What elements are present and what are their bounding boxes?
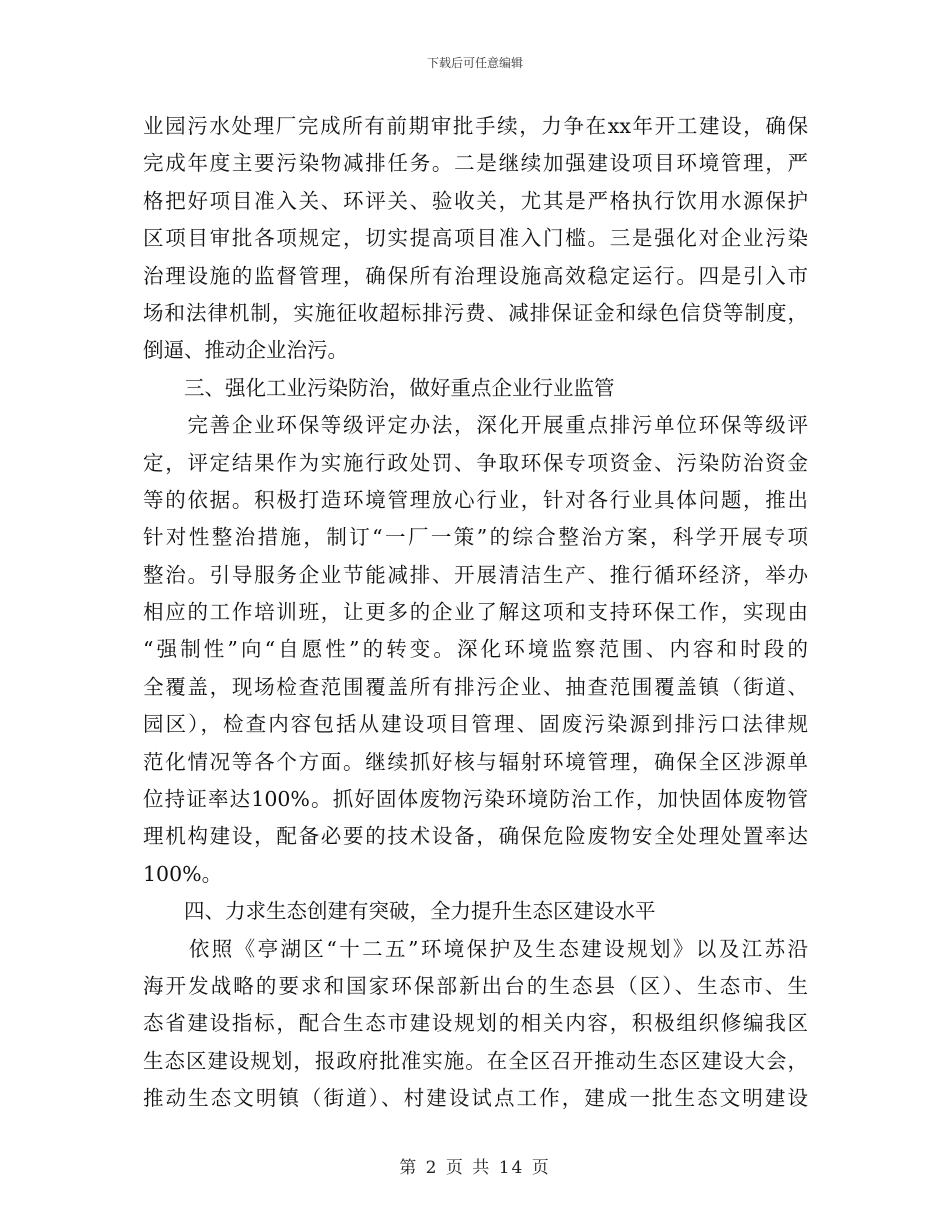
- header-note: 下载后可任意编辑: [426, 56, 523, 70]
- text-line: “强制性”向“自愿性”的转变。深化环境监察范围、内容和时段的: [143, 637, 808, 662]
- text-line: 位持证率达100%。抓好固体废物污染环境防治工作，加快固体废物管: [143, 787, 808, 812]
- text-line: 相应的工作培训班，让更多的企业了解这项和支持环保工作，实现由: [143, 600, 808, 625]
- page-number-footer: 第 2 页 共 14 页: [399, 1158, 551, 1178]
- text-line: 理机构建设，配备必要的技术设备，确保危险废物安全处理处置率达: [143, 824, 808, 849]
- text-line: 全覆盖，现场检查范围覆盖所有排污企业、抽查范围覆盖镇（街道、: [143, 674, 808, 699]
- text-line: 倒逼、推动企业治污。: [143, 338, 348, 363]
- text-line: 生态区建设规划，报政府批准实施。在全区召开推动生态区建设大会，: [143, 1048, 808, 1073]
- text-line: 推动生态文明镇（街道）、村建设试点工作，建成一批生态文明建设: [143, 1086, 808, 1111]
- text-line: 定，评定结果作为实施行政处罚、争取环保专项资金、污染防治资金: [143, 450, 808, 475]
- text-line: 完成年度主要污染物减排任务。二是继续加强建设项目环境管理，严: [143, 151, 808, 176]
- section-heading: 四、力求生态创建有突破，全力提升生态区建设水平: [143, 899, 656, 924]
- text-line: 区项目审批各项规定，切实提高项目准入门槛。三是强化对企业污染: [143, 226, 808, 251]
- text-line: 等的依据。积极打造环境管理放心行业，针对各行业具体问题，推出: [143, 487, 808, 512]
- text-line: 场和法律机制，实施征收超标排污费、减排保证金和绿色信贷等制度，: [143, 300, 808, 325]
- text-line: 依照《亭湖区“十二五”环境保护及生态建设规划》以及江苏沿: [143, 936, 808, 961]
- text-line: 整治。引导服务企业节能减排、开展清洁生产、推行循环经济，举办: [143, 562, 808, 587]
- document-body: [143, 108, 808, 1118]
- text-line: 格把好项目准入关、环评关、验收关，尤其是严格执行饮用水源保护: [143, 188, 808, 213]
- text-line: 园区），检查内容包括从建设项目管理、固废污染源到排污口法律规: [143, 712, 808, 737]
- text-line: 范化情况等各个方面。继续抓好核与辐射环境管理，确保全区涉源单: [143, 749, 808, 774]
- text-line: 业园污水处理厂完成所有前期审批手续，力争在xx年开工建设，确保: [143, 114, 808, 138]
- text-line: 态省建设指标，配合生态市建设规划的相关内容，积极组织修编我区: [143, 1011, 808, 1036]
- text-line: 治理设施的监督管理，确保所有治理设施高效稳定运行。四是引入市: [143, 263, 808, 288]
- section-heading: 三、强化工业污染防治，做好重点企业行业监管: [143, 375, 615, 400]
- text-line: 100%。: [143, 861, 223, 886]
- text-line: 海开发战略的要求和国家环保部新出台的生态县（区）、生态市、生: [143, 973, 808, 998]
- text-line: 针对性整治措施，制订“一厂一策”的综合整治方案，科学开展专项: [143, 525, 808, 550]
- text-line: 完善企业环保等级评定办法，深化开展重点排污单位环保等级评: [143, 413, 808, 438]
